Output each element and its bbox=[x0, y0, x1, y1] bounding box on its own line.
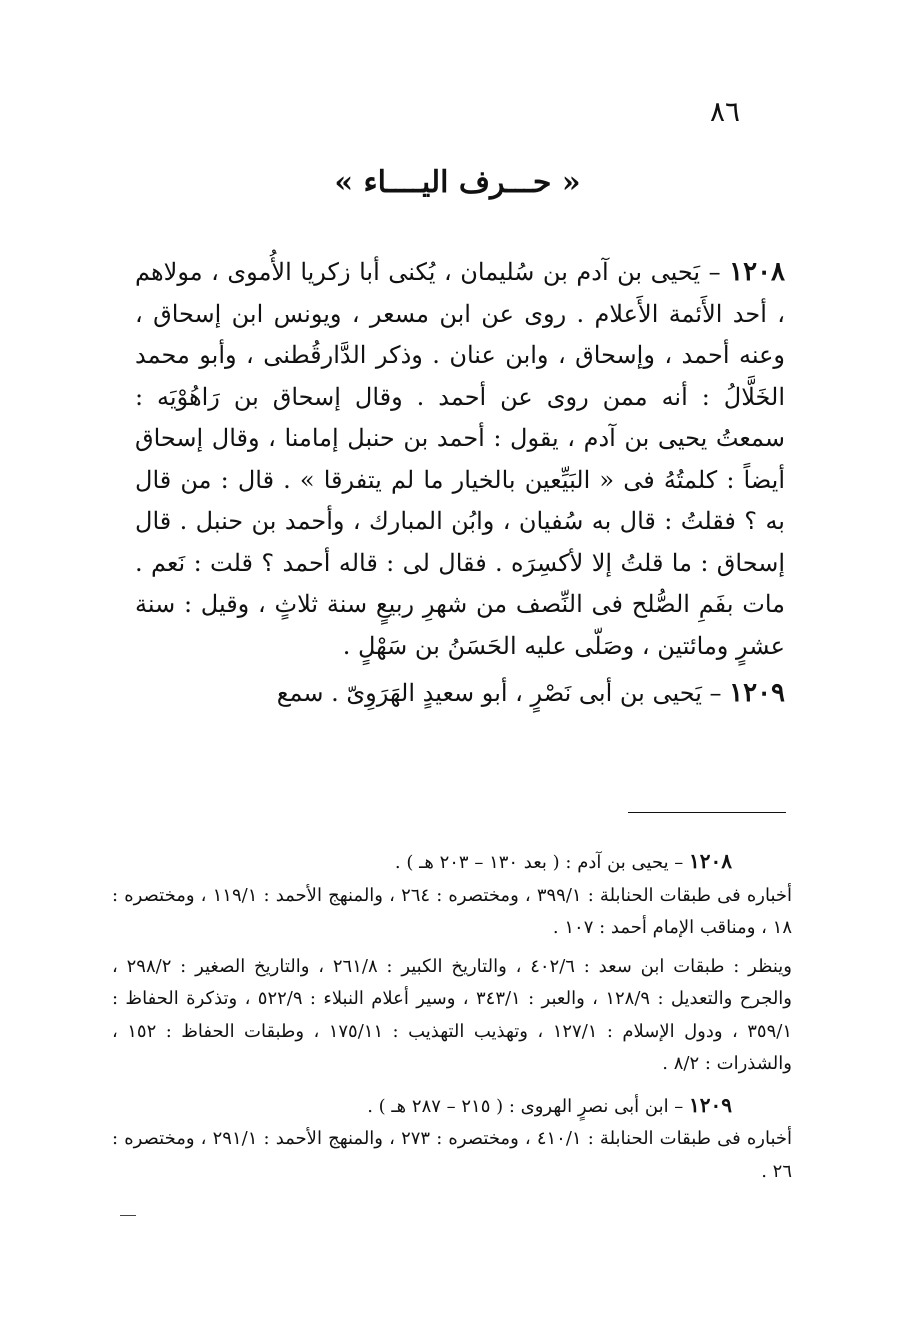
main-text bbox=[135, 252, 785, 715]
entry-number: ١٢٠٩ bbox=[729, 678, 785, 708]
chapter-title: « حـــرف اليــــاء » bbox=[334, 165, 581, 200]
footnote-paragraph: وينظر : طبقات ابن سعد : ٤٠٢/٦ ، والتاريخ الكبير : ٢٦١/٨ ، والتاريخ الصغير : ٢٩٨/٢ ، والجرح والتعديل : ١٢٨/٩ ، والعبر : ٣٤٣/١ ، وسير أعلام النبلاء : ٥٢٢/٩ ، وتذكرة الحفاظ : ٣٥٩/١ ، ودول الإسلام : ١٢٧/١ ، وتهذيب التهذيب : ١٧٥/١١ ، وطبقات الحفاظ : ١٥٢ ، والشذرات : ٨/٢ . bbox=[112, 955, 793, 1074]
entry-text: – يَحيى بن آدم بن سُليمان ، يُكنى أبا زكريا الأُموى ، مولاهم ، أحد الأَئمة الأَعلام . روى عن ابن مسعر ، ويونس ابن إسحاق ، وعنه أحمد ، وإسحاق ، وابن عنان . وذكر الدَّارقُطنى ، وأبو محمد الخَلَّالُ : أنه ممن روى عن أحمد . وقال إسحاق بن رَاهُوْيَه : سمعتُ يحيى بن آدم ، يقول : أحمد بن حنبل إمامنا ، وقال إسحاق أيضاً : كلمتُهُ فى « البَيِّعين بالخيار ما لم يتفرقا » . قال : من قال به ؟ فقلتُ : قال به سُفيان ، وابُن المبارك ، وأحمد بن حنبل . قال إسحاق : ما قلتُ إلا لأكسِرَه . فقال لى : قاله أحمد ؟ قلت : نَعم . مات بفَمِ الصُّلح فى النِّصف من شهرِ ربيعٍ سنة ثلاثٍ ، وقيل : سنة عشرٍ ومائتين ، وصَلّى عليه الحَسَنُ بن سَهْلٍ . bbox=[135, 258, 786, 660]
footnote-number: ١٢٠٩ bbox=[689, 1092, 732, 1117]
footnote-heading bbox=[112, 1089, 792, 1124]
footnote bbox=[112, 1089, 792, 1189]
footnote-number: ١٢٠٨ bbox=[689, 849, 732, 873]
entry bbox=[135, 252, 785, 667]
entry-number: ١٢٠٨ bbox=[729, 257, 785, 287]
entry-text: – يَحيى بن أبى نَصْرٍ ، أبو سعيدٍ الهَرَوِىّ . سمع bbox=[276, 679, 730, 707]
footnote-paragraph: أخباره فى طبقات الحنابلة : ٤١٠/١ ، ومختصره : ٢٧٣ ، والمنهج الأحمد : ٢٩١/١ ، ومختصره : ٢٦ . bbox=[112, 1128, 793, 1182]
entry bbox=[135, 673, 785, 715]
continuation-mark bbox=[120, 1215, 136, 1216]
footnote-paragraph: أخباره فى طبقات الحنابلة : ٣٩٩/١ ، ومختصره : ٢٦٤ ، والمنهج الأحمد : ١١٩/١ ، ومختصره : ١٨ ، ومناقب الإمام أحمد : ١٠٧ . bbox=[112, 884, 793, 938]
footnote-divider bbox=[628, 812, 786, 813]
page-number: ٨٦ bbox=[709, 95, 741, 128]
footnote-heading bbox=[112, 845, 792, 880]
footnote-heading-text: – يحيى بن آدم : ( بعد ١٣٠ – ٢٠٣ هـ ) . bbox=[394, 852, 690, 873]
footnote-heading-text: – ابن أبى نصرٍ الهروى : ( ٢١٥ – ٢٨٧ هـ ) . bbox=[367, 1095, 690, 1117]
footnote bbox=[112, 845, 792, 1081]
footnotes bbox=[112, 845, 792, 1196]
